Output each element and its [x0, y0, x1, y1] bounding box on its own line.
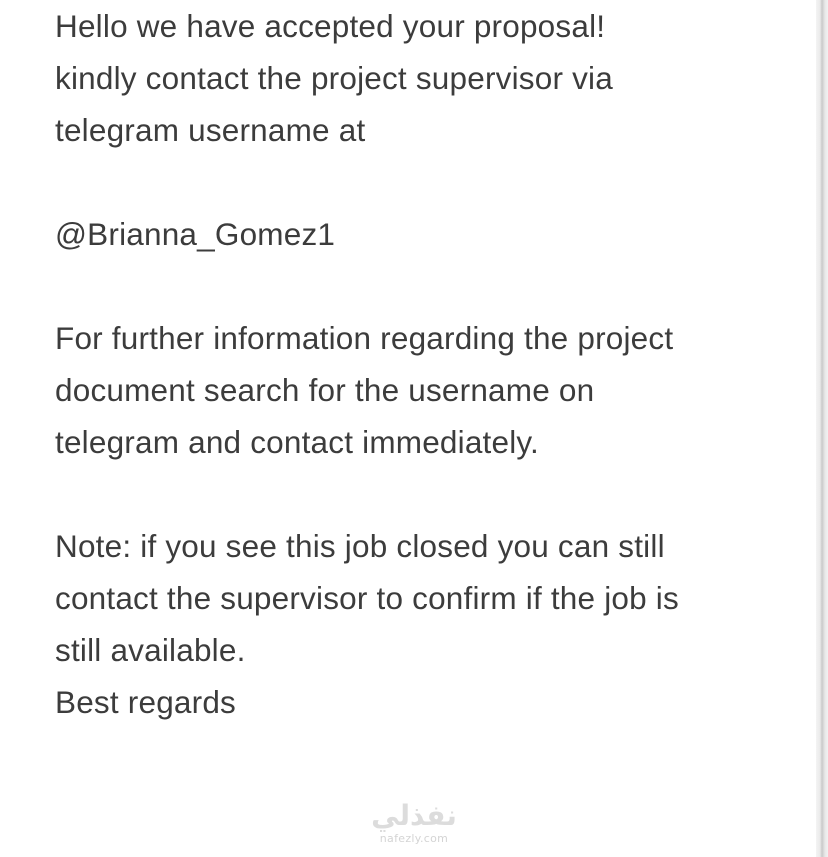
page-edge [816, 0, 828, 857]
watermark-logo-text: نفذلي [371, 799, 457, 832]
nafezly-watermark [362, 800, 466, 846]
blank-line [55, 468, 795, 520]
message-line: document search for the username on [55, 372, 595, 408]
blank-line [55, 156, 795, 208]
closing-line: Best regards [55, 684, 236, 720]
message-line: contact the supervisor to confirm if the job is [55, 580, 679, 616]
telegram-username: @Brianna_Gomez1 [55, 216, 336, 252]
message-line: kindly contact the project supervisor via [55, 60, 613, 96]
message-line: For further information regarding the project [55, 320, 674, 356]
watermark-url: nafezly.com [379, 832, 449, 845]
message-line: telegram username at [55, 112, 366, 148]
message-line: Hello we have accepted your proposal! [55, 8, 606, 44]
message-body [55, 0, 795, 728]
blank-line [55, 260, 795, 312]
message-line: still available. [55, 632, 246, 668]
message-line: telegram and contact immediately. [55, 424, 539, 460]
message-line: Note: if you see this job closed you can still [55, 528, 665, 564]
